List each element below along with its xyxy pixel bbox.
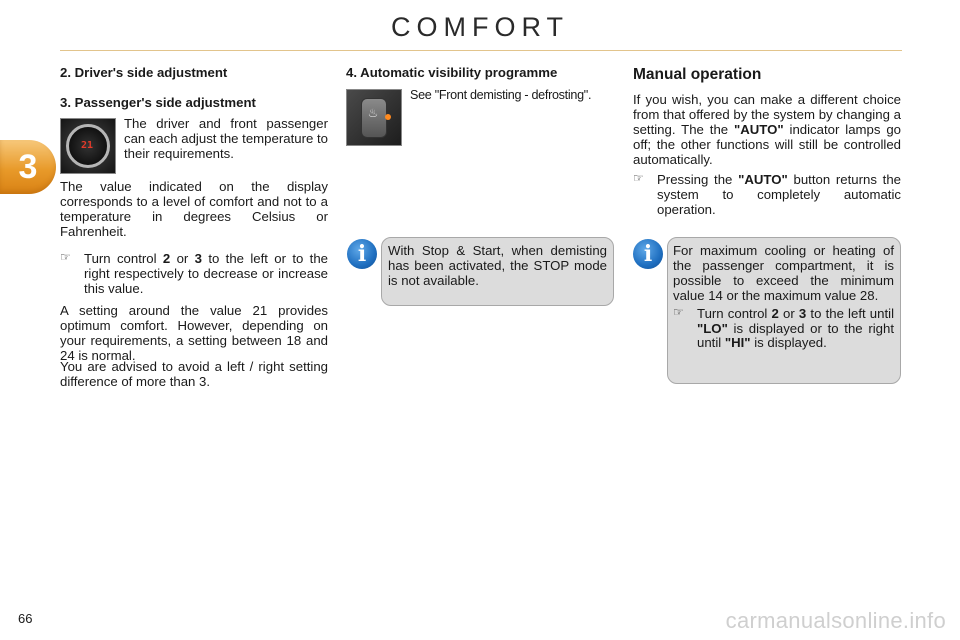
see-reference: See "Front demisting - defrosting". [410,88,592,102]
section-heading-passenger: 3. Passenger's side adjustment [60,94,256,110]
bullet-text: is displayed or to the right until [697,320,894,351]
pointing-hand-icon: ☞ [673,304,684,319]
intro-text: The driver and front passenger can each adjust the temperature to their requirements. [124,116,328,161]
info-text-limits: For maximum cooling or heating of the passenger compartment, it is possible to exceed the minimum value 14 or the maximum value 28. [673,243,894,303]
optimum-setting-text: A setting around the value 21 provides optimum comfort. However, depending on your requirements, a setting between 18 and 24 is normal. [60,303,328,363]
info-box-stop-start [381,237,614,306]
lo-label: "LO" [697,320,728,336]
control-number: 2 [771,305,779,321]
auto-label: "AUTO" [738,172,788,187]
bullet-text: Turn control [697,305,772,321]
setting-difference-text: You are advised to avoid a left / right setting difference of more than 3. [60,359,328,389]
bullet-text: Pressing the [657,172,739,187]
info-box-temperature-limits [667,237,901,384]
bullet-text: to the left or to the right respectively to decrease or increase this value. [84,251,328,296]
demist-button-photo [346,89,402,146]
pointing-hand-icon: ☞ [633,171,644,185]
info-icon: i [633,239,663,269]
indicator-lamp-icon [385,114,391,120]
control-number: 3 [798,305,807,321]
bullet-text: Turn control [84,251,163,266]
control-number: 2 [162,251,171,266]
left-column [60,66,328,111]
section-heading-driver: 2. Driver's side adjustment [60,65,228,80]
temperature-control-photo [60,118,116,174]
paragraph-text: indicator lamps go off; the other functions will still be controlled automatically. [633,121,901,167]
hi-label: "HI" [724,335,751,351]
control-number: 3 [194,251,202,266]
auto-button-bullet [633,173,901,218]
info-text-stop-start: With Stop & Start, when demisting has been activated, the STOP mode is not available. [388,243,607,288]
manual-operation-heading: Manual operation [633,66,762,83]
bullet-text: or [778,305,799,321]
info-icon: i [347,239,377,269]
watermark: carmanualsonline.info [725,608,946,633]
chapter-tab: 3 [0,140,56,194]
temperature-display: 21 [81,140,94,151]
display-value-text: The value indicated on the display corresponds to a level of comfort and not to a temperature in degrees Celsius or Fahrenheit. [60,179,328,239]
page-title: COMFORT [391,12,569,42]
pointing-hand-icon: ☞ [60,250,71,264]
bullet-text: or [170,251,195,266]
manual-operation-text [633,93,901,168]
defrost-icon: ♨ [367,106,379,120]
bullet-text: to the left until [806,305,894,321]
paragraph-text: If you wish, you can make a different choice from that offered by the system by changing a setting. The the [633,92,901,137]
page-number: 66 [18,611,33,626]
bullet-text: button returns the system to completely automatic operation. [657,172,901,217]
section-heading-visibility: 4. Automatic visibility programme [346,65,558,80]
header-rule [60,50,902,51]
auto-label: "AUTO" [734,121,784,137]
turn-control-bullet [60,252,328,297]
limits-bullet [673,304,894,352]
bullet-text: is displayed. [750,335,827,351]
